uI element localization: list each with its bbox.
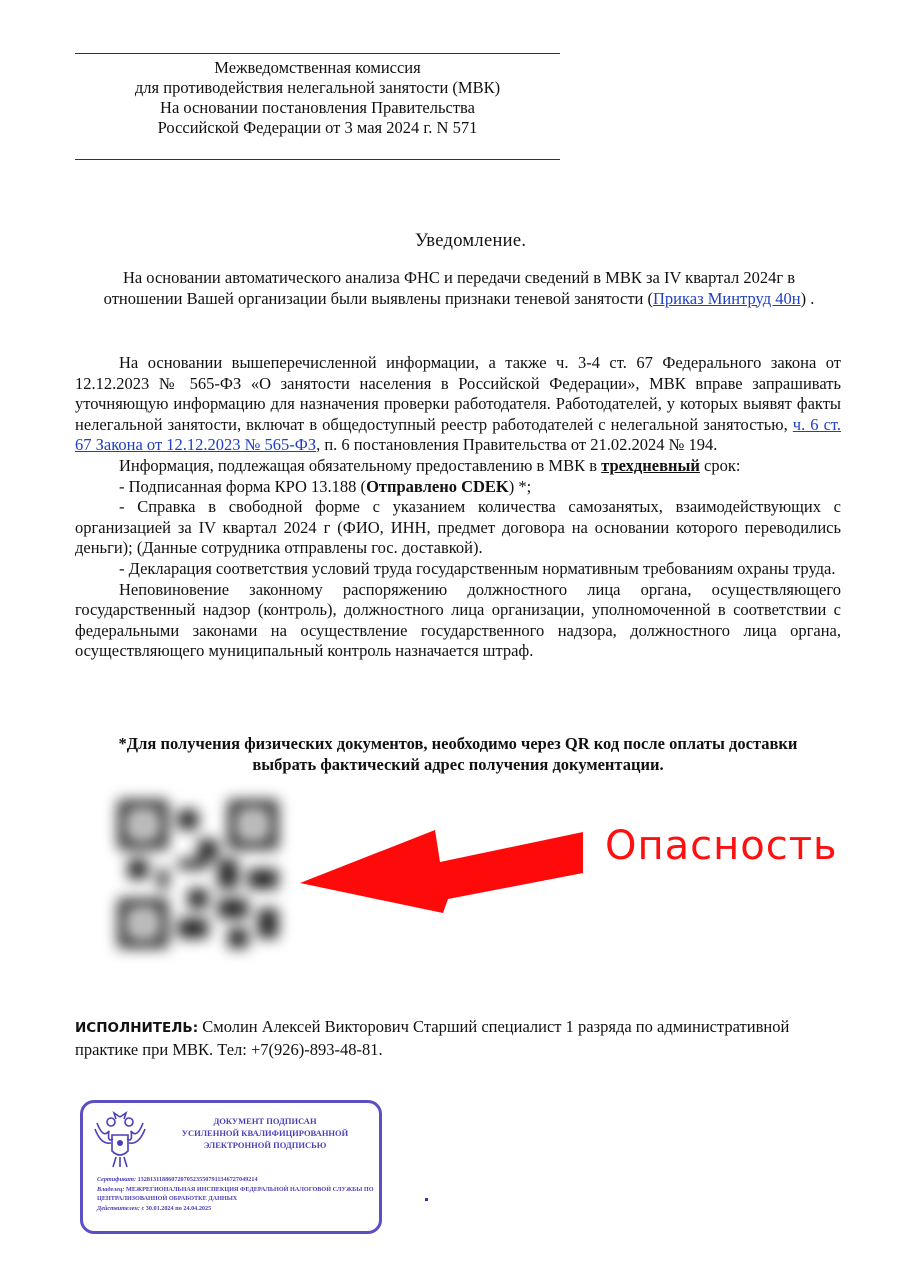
header-top-rule — [75, 53, 560, 54]
owner-label: Владелец: — [97, 1185, 125, 1193]
item-1-text-end: ) *; — [508, 476, 532, 496]
executor-label: ИСПОЛНИТЕЛЬ: — [75, 1020, 199, 1036]
penalty-paragraph: Неповиновение законному распоряжению должностного лица органа, осуществляющего государственный надзор (контроль), должностного лица организации, уполномоченной в соответствии с федеральными законами на осуществление государственного надзора, должностного лица органа, осуществляющего муниципальный контроль назначается штраф. — [75, 579, 841, 661]
validity-value: с 30.01.2024 по 24.04.2025 — [139, 1204, 212, 1212]
required-item-1 — [75, 477, 841, 498]
issuer-line-1: Межведомственная комиссия — [214, 58, 421, 77]
qr-notice-line-2: выбрать фактический адрес получения документации. — [252, 755, 664, 774]
order-link[interactable]: Приказ Минтруд 40н — [653, 288, 801, 308]
legal-basis-text: На основании вышеперечисленной информации, а также ч. 3-4 ст. 67 Федерального закона от 12.12.2023 № 565-ФЗ «О занятости населения в Российской Федерации», МВК вправе запрашивать уточняющую информацию для назначения проверки работодателя. Работодателей, у которых выявят факты нелегальной занятости, включат в общедоступный реестр работодателей с нелегальной занятостью, — [75, 353, 841, 434]
document-title: Уведомление. — [415, 231, 527, 251]
danger-warning-label: Опасность — [605, 823, 838, 869]
stray-mark — [425, 1198, 428, 1201]
intro-text-after: ) . — [800, 288, 815, 308]
red-arrow-icon — [300, 825, 585, 915]
stamp-metadata — [97, 1175, 377, 1213]
issuer-line-2: для противодействия нелегальной занятости (МВК) — [134, 78, 501, 97]
certificate-label: Сертификат: — [97, 1176, 137, 1183]
legal-basis-text-end: , п. 6 постановления Правительства от 21.02.2024 № 194. — [316, 435, 718, 455]
stamp-owner — [97, 1185, 377, 1204]
stamp-title-line-2: УСИЛЕННОЙ КВАЛИФИЦИРОВАННОЙ — [181, 1128, 349, 1138]
stamp-title-line-3: ЭЛЕКТРОННОЙ ПОДПИСЬЮ — [203, 1140, 327, 1150]
validity-label: Действителен: — [97, 1204, 140, 1212]
item-1-bold: Отправлено CDEK — [366, 476, 509, 496]
blurred-qr-code[interactable] — [118, 800, 278, 948]
qr-notice-line-1: *Для получения физических документов, необходимо через QR код после оплаты доставки — [118, 734, 798, 753]
item-1-text: - Подписанная форма КРО 13.188 ( — [119, 476, 367, 496]
stamp-title-line-1: ДОКУМЕНТ ПОДПИСАН — [213, 1116, 317, 1126]
executor-text: Смолин Алексей Викторович Старший специалист 1 разряда по административной практике при МВК. Тел: +7(926)-893-48-81. — [75, 1017, 790, 1059]
header-bottom-rule — [75, 159, 560, 160]
required-info-paragraph — [75, 456, 841, 477]
required-info-text-end: срок: — [699, 455, 741, 475]
law-link[interactable]: ч. 6 ст. 67 Закона от 12.12.2023 № 565-ФЗ — [75, 414, 841, 455]
electronic-signature-stamp — [80, 1100, 382, 1234]
required-item-2: - Справка в свободной форме с указанием количества самозанятых, взаимодействующих с организацией за IV квартал 2024 г (ФИО, ИНН, предмет договора на основании которого переводились деньги); (Данные сотрудника отправлены гос. доставкой). — [75, 497, 841, 558]
stamp-validity — [97, 1204, 377, 1214]
stamp-title — [161, 1115, 369, 1151]
stamp-certificate — [97, 1175, 377, 1185]
document-body — [75, 353, 841, 662]
qr-notice — [75, 733, 841, 775]
issuer-header — [75, 58, 560, 138]
issuer-line-3: На основании постановления Правительства — [160, 98, 475, 117]
required-info-text: Информация, подлежащая обязательному предоставлению в МВК в — [119, 455, 602, 475]
legal-basis-paragraph — [75, 353, 841, 456]
executor-info — [75, 1016, 845, 1060]
certificate-value: 132813118860720705235507911346727049214 — [136, 1176, 258, 1183]
required-item-3: - Декларация соответствия условий труда государственным нормативным требованиям охраны труда. — [119, 558, 836, 578]
intro-text-before: На основании автоматического анализа ФНС и передачи сведений в МВК за IV квартал 2024г в отношении Вашей организации были выявлены признаки теневой занятости ( — [103, 268, 796, 308]
intro-paragraph — [96, 268, 822, 309]
issuer-line-4: Российской Федерации от 3 мая 2024 г. N 571 — [157, 118, 478, 137]
deadline-emphasis: трехдневный — [601, 455, 700, 475]
coat-of-arms-icon — [89, 1109, 151, 1171]
owner-value: МЕЖРЕГИОНАЛЬНАЯ ИНСПЕКЦИЯ ФЕДЕРАЛЬНОЙ НАЛОГОВОЙ СЛУЖБЫ ПО ЦЕНТРАЛИЗОВАННОЙ ОБРАБОТКЕ ДАННЫХ — [97, 1185, 374, 1202]
